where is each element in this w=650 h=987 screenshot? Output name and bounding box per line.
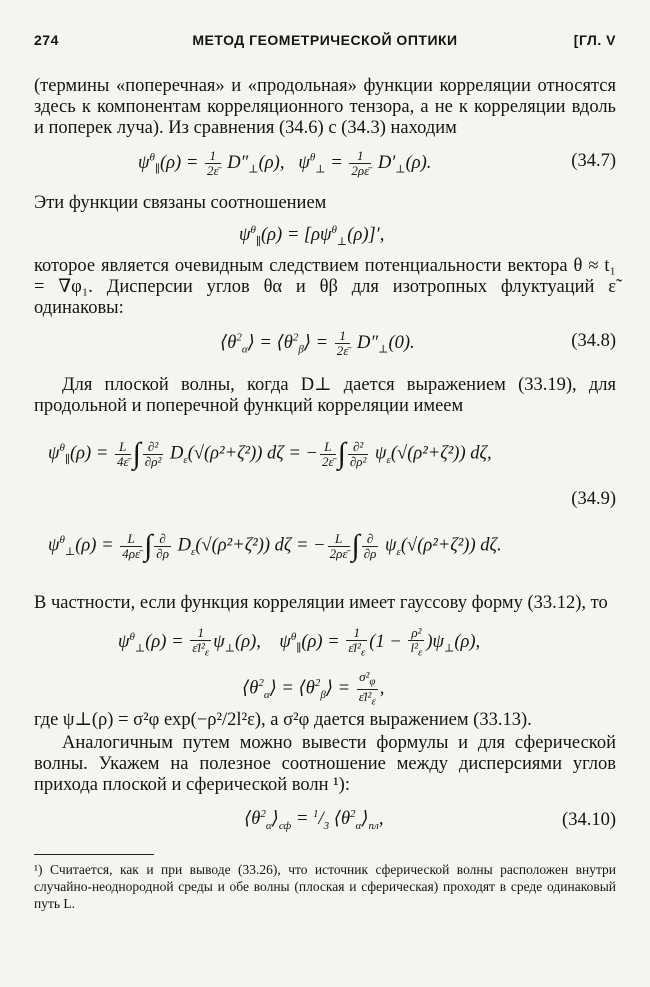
page-number: 274: [34, 32, 59, 48]
equation-34-9: $\psi^\theta_\parallel(\rho)$ = $\frac{L}{4\varepsilon̄}$ ∫ $\frac{\text{∂²}}{\text{∂ρ²}}$ $D_\varepsilon(√(\rho^2+\zeta^2)) d\zeta$ = − $\frac{L}{2\varepsilon̄}$ ∫ $\frac{\text{∂²}}{\text{∂ρ²}}$ $\psi_\varepsilon(√(\rho^2+\zeta^2))$ dζ, (34.9) $\psi^\theta_\perp(\rho)$ = $\frac{L}{4\rho\varepsilon̄}$ ∫ $\frac{\partial}{\partial\rho}$ $D_\varepsilon(√(\rho^2+\zeta^2)) d\zeta$ = − $\frac{L}{2\rho\varepsilon̄}$ ∫ $\frac{\partial}{\partial\rho}$ $\psi_\varepsilon(√(\rho^2+\zeta^2))$ dζ.: [48, 437, 616, 562]
paragraph-7: Аналогичным путем можно вывести формулы и для сферической волны. Укажем на полезное соотношение между дисперсиями углов прихода плоской и сферической волн ¹):: [34, 733, 616, 795]
chapter-label: [ГЛ. V: [573, 32, 616, 48]
paragraph-3: которое является очевидным следствием потенциальности вектора θ ≈ t₁ = ∇φ₁. Дисперсии углов θα и θβ для изотропных флуктуаций ε̃ одинаковы:: [34, 256, 616, 318]
page-header: [34, 28, 616, 54]
equation-number-34-10: (34.10): [562, 810, 616, 830]
paragraph-6: где ψ⊥(ρ) = σ²φ exp(−ρ²/2l²ε), а σ²φ дается выражением (33.13).: [34, 710, 532, 730]
equation-relation: $\psi^\theta_\parallel(\rho) = [\rho\psi^\theta_\perp(\rho)]'$,: [239, 224, 385, 248]
equation-34-10: $⟨\theta^2_\alpha⟩_{сф} = ^1/_3$ $⟨\theta^2_\alpha⟩_{пл}$, (34.10): [244, 808, 616, 832]
running-title: МЕТОД ГЕОМЕТРИЧЕСКОЙ ОПТИКИ: [192, 32, 458, 48]
equation-gauss-2: $⟨\theta^2_\alpha⟩$ = $⟨\theta^2_\beta⟩$ = $\frac{\sigma^2_\varphi}{\varepsilon̄l^2_\varepsilon}$ ,: [242, 669, 385, 708]
equation-34-7: $\psi^\theta_\parallel(\rho)$ = $\frac{1}{2\varepsilon̄}$ $D''_\perp(\rho)$, $\psi^\theta_\perp$ = $\frac{1}{2\rho\varepsilon̄}$ $D'_\perp(\rho)$. (34.7): [138, 148, 616, 178]
equation-34-8: $⟨\theta^2_\alpha⟩$ = $⟨\theta^2_\beta⟩$ = $\frac{1}{2\varepsilon̄}$ $D''_\perp(0)$. (34.8): [220, 328, 616, 358]
paragraph-1: (термины «поперечная» и «продольная» функции корреляции относятся здесь к компонентам корреляционного тензора, а не к корреляции вдоль и поперек луча). Из сравнения (34.6) с (34.3) находим: [34, 76, 616, 138]
footnote: ¹) Считается, как и при выводе (33.26), что источник сферической волны расположен внутри случайно-неоднородной среды и обе волны (плоская и сферическая) проходят в среде одинаковый путь L.: [34, 862, 616, 911]
footnote-rule: [34, 854, 154, 855]
page: [34, 28, 616, 912]
paragraph-5: В частности, если функция корреляции имеет гауссову форму (33.12), то: [34, 593, 608, 613]
equation-number-34-7: (34.7): [571, 151, 616, 171]
equation-number-34-8: (34.8): [571, 331, 616, 351]
paragraph-2: Эти функции связаны соотношением: [34, 193, 327, 213]
equation-gauss-1: $\psi^\theta_\perp(\rho)$ = $\frac{1}{\varepsilon̄l^2_\varepsilon}$ $\psi_\perp(\rho)$, $\psi^\theta_\parallel(\rho)$ = $\frac{1}{\varepsilon̄l^2_\varepsilon}$ (1 − $\frac{\text{ρ²}}{l^2_\varepsilon}$ )$\psi_\perp(\rho)$,: [118, 625, 481, 659]
paragraph-4: Для плоской волны, когда D⊥ дается выражением (33.19), для продольной и поперечной функций корреляции имеем: [34, 375, 616, 416]
equation-number-34-9: (34.9): [571, 489, 616, 509]
